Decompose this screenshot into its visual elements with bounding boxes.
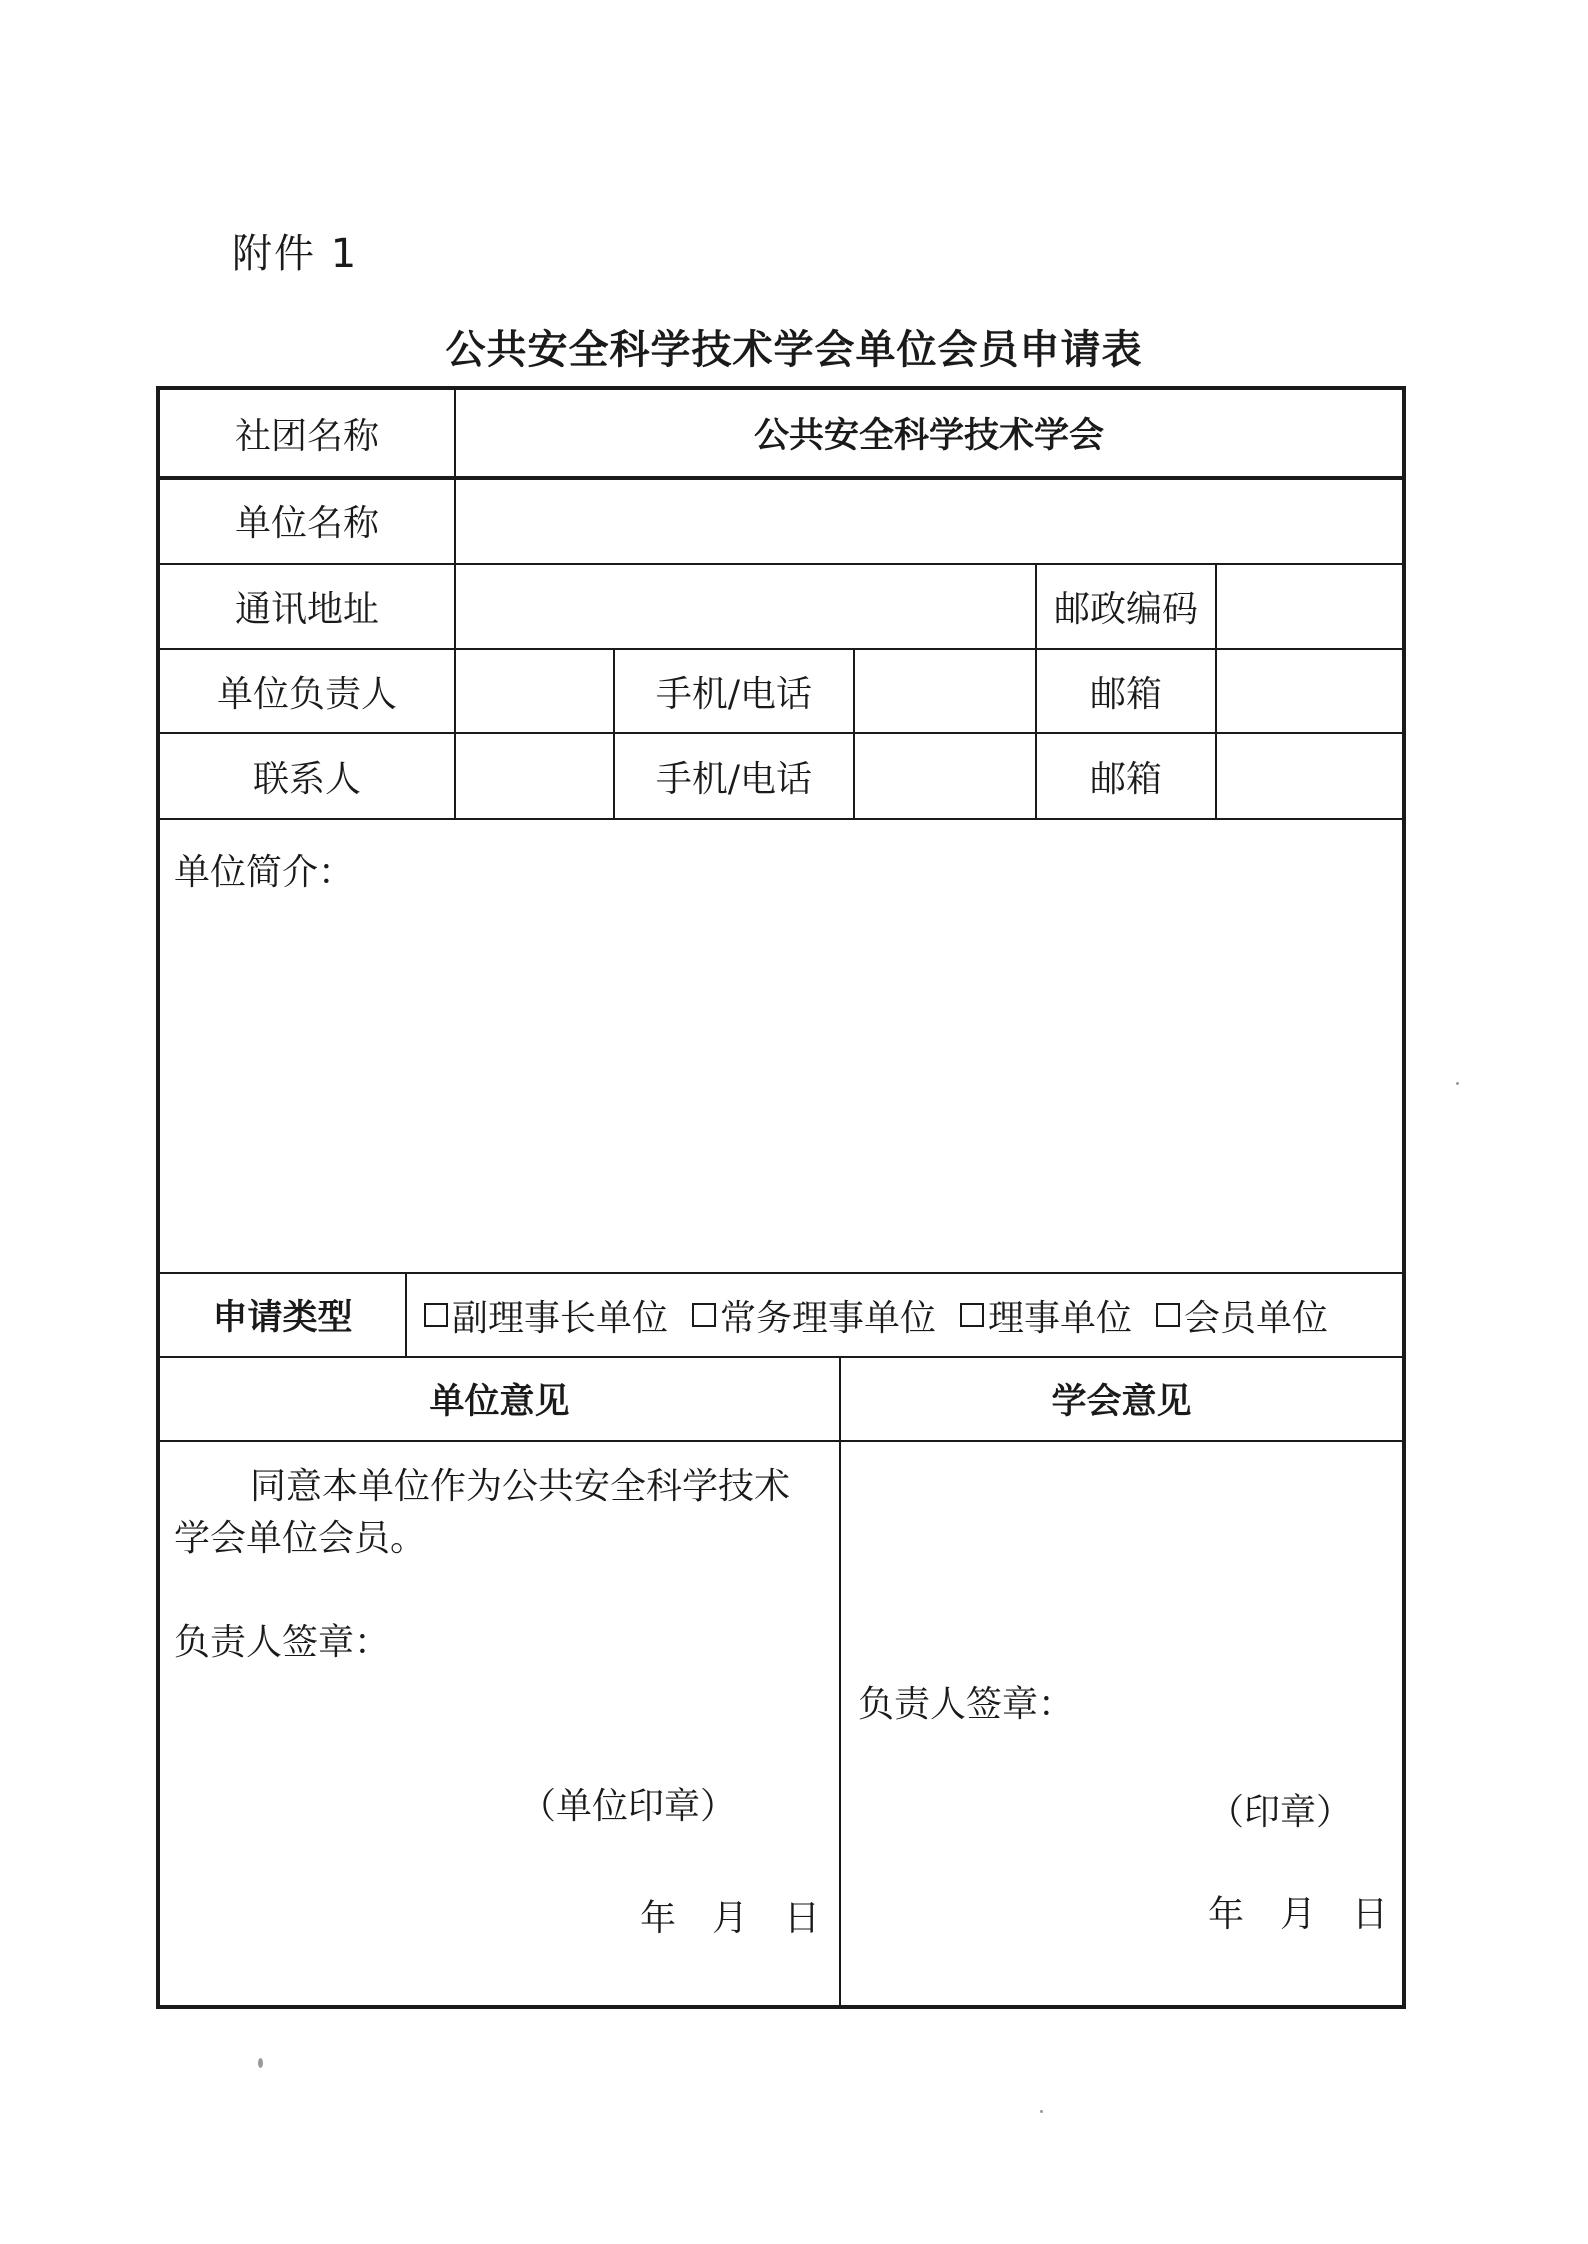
apply-option-label: 常务理事单位 [720, 1297, 937, 1339]
contact-phone-field[interactable] [855, 734, 1035, 818]
org-name-value: 公共安全科学技术学会 [753, 416, 1104, 456]
head-email-label: 邮箱 [1089, 673, 1162, 715]
apply-type-options [424, 1274, 1352, 1356]
unit-head-field[interactable] [456, 650, 613, 732]
unit-date: 年 月 日 [640, 1898, 821, 1939]
col-divider [839, 1356, 841, 2009]
address-label: 通讯地址 [234, 589, 379, 630]
head-email-field[interactable] [1217, 650, 1402, 732]
scan-speck [1040, 2110, 1043, 2113]
application-form-table [156, 386, 1406, 2009]
postcode-field[interactable] [1217, 565, 1402, 648]
checkbox-icon[interactable] [960, 1303, 984, 1327]
apply-option-member[interactable] [1156, 1290, 1328, 1341]
scan-speck [258, 2058, 263, 2068]
unit-name-field[interactable] [456, 478, 1402, 563]
apply-type-label: 申请类型 [212, 1298, 353, 1338]
unit-name-label: 单位名称 [234, 503, 379, 544]
row-divider [160, 1440, 1402, 1442]
contact-email-field[interactable] [1217, 734, 1402, 818]
postcode-label: 邮政编码 [1053, 589, 1198, 630]
unit-opinion-header: 单位意见 [429, 1382, 570, 1422]
unit-seal-label: （单位印章） [520, 1786, 737, 1827]
col-divider [405, 1272, 407, 1358]
head-phone-field[interactable] [855, 650, 1035, 732]
intro-field[interactable] [174, 900, 1384, 1260]
intro-label: 单位简介： [174, 852, 355, 893]
contact-email-label: 邮箱 [1089, 758, 1162, 800]
scan-speck [1456, 1082, 1459, 1085]
contact-field[interactable] [456, 734, 613, 818]
apply-option-standing-director[interactable] [692, 1290, 936, 1341]
unit-head-label: 单位负责人 [216, 673, 397, 715]
society-signature-label: 负责人签章： [858, 1684, 1075, 1725]
apply-option-director[interactable] [960, 1290, 1132, 1341]
unit-opinion-line2: 学会单位会员。 [174, 1518, 427, 1559]
unit-opinion-line1: 同意本单位作为公共安全科学技术 [250, 1466, 791, 1507]
apply-option-vice-president[interactable] [424, 1290, 668, 1341]
form-title: 公共安全科学技术学会单位会员申请表 [445, 327, 1143, 373]
apply-option-label: 理事单位 [988, 1297, 1133, 1339]
contact-label: 联系人 [252, 758, 361, 800]
attachment-label: 附件 1 [232, 231, 359, 277]
apply-option-label: 副理事长单位 [452, 1297, 669, 1339]
checkbox-icon[interactable] [424, 1303, 448, 1327]
unit-signature-label: 负责人签章： [174, 1622, 391, 1663]
head-phone-label: 手机/电话 [655, 673, 813, 715]
apply-option-label: 会员单位 [1184, 1297, 1329, 1339]
org-name-label: 社团名称 [234, 415, 379, 457]
checkbox-icon[interactable] [692, 1303, 716, 1327]
address-field[interactable] [456, 565, 1035, 648]
society-opinion-header: 学会意见 [1051, 1382, 1192, 1422]
contact-phone-label: 手机/电话 [655, 758, 813, 800]
checkbox-icon[interactable] [1156, 1303, 1180, 1327]
society-seal-label: （印章） [1208, 1792, 1353, 1833]
society-date: 年 月 日 [1208, 1894, 1389, 1935]
